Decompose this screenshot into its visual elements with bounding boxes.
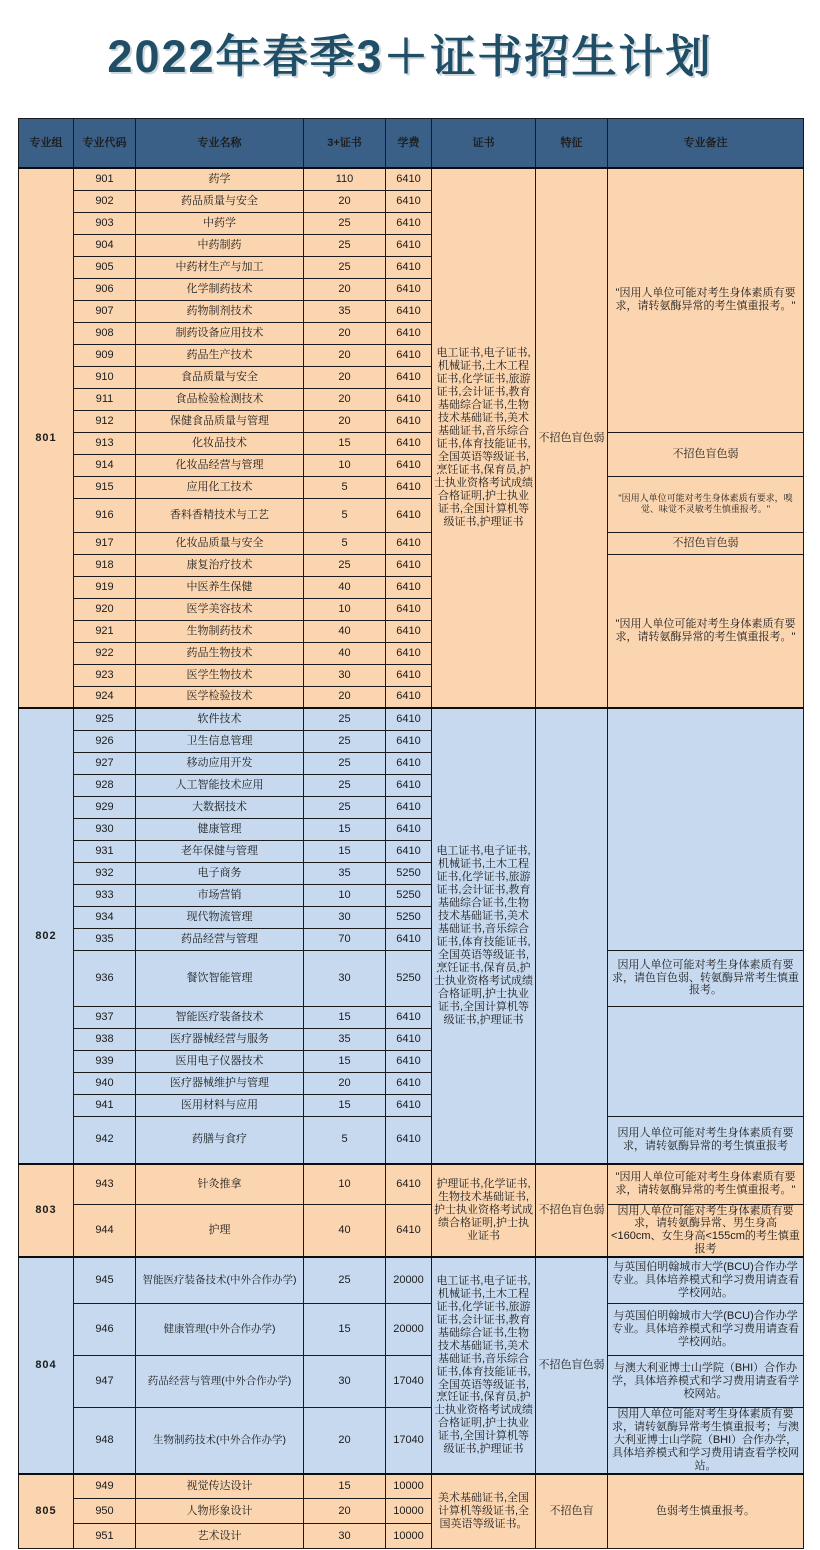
cell-name: 药物制剂技术 xyxy=(136,300,304,322)
cell-name: 智能医疗装备技术(中外合作办学) xyxy=(136,1257,304,1303)
cell-fee: 6410 xyxy=(386,1116,432,1164)
cell-name: 医疗器械经营与服务 xyxy=(136,1028,304,1050)
cell-quota: 30 xyxy=(304,1524,386,1549)
cell-name: 香料香精技术与工艺 xyxy=(136,498,304,532)
cell-code: 933 xyxy=(74,884,136,906)
cell-fee: 5250 xyxy=(386,950,432,1006)
cell-name: 大数据技术 xyxy=(136,796,304,818)
cell-name: 康复治疗技术 xyxy=(136,554,304,576)
cell-quota: 40 xyxy=(304,576,386,598)
cell-name: 食品质量与安全 xyxy=(136,366,304,388)
cell-fee: 20000 xyxy=(386,1257,432,1303)
table-row xyxy=(19,532,804,554)
cell-name: 中药材生产与加工 xyxy=(136,256,304,278)
cell-code: 918 xyxy=(74,554,136,576)
cell-remark: 与澳大利亚博士山学院（BHI）合作办学，具体培养模式和学习费用请查看学校网站。 xyxy=(608,1355,804,1407)
cell-fee: 6410 xyxy=(386,774,432,796)
cell-fee: 6410 xyxy=(386,212,432,234)
cell-fee: 6410 xyxy=(386,410,432,432)
cell-fee: 10000 xyxy=(386,1524,432,1549)
cell-code: 925 xyxy=(74,708,136,730)
cell-quota: 25 xyxy=(304,752,386,774)
cell-feature xyxy=(536,708,608,1164)
table-row xyxy=(19,432,804,454)
cell-name: 化学制药技术 xyxy=(136,278,304,300)
cell-quota: 20 xyxy=(304,190,386,212)
cell-name: 医学检验技术 xyxy=(136,686,304,708)
cell-code: 947 xyxy=(74,1355,136,1407)
cell-quota: 40 xyxy=(304,1204,386,1257)
table-row xyxy=(19,1116,804,1164)
cell-quota: 25 xyxy=(304,774,386,796)
cell-quota: 5 xyxy=(304,532,386,554)
cell-quota: 15 xyxy=(304,840,386,862)
cell-name: 医用材料与应用 xyxy=(136,1094,304,1116)
header-quota: 3+证书 xyxy=(304,119,386,169)
cell-code: 949 xyxy=(74,1474,136,1499)
cell-code: 919 xyxy=(74,576,136,598)
cell-name: 生物制药技术 xyxy=(136,620,304,642)
cell-code: 901 xyxy=(74,168,136,190)
cell-code: 928 xyxy=(74,774,136,796)
cell-name: 健康管理 xyxy=(136,818,304,840)
cell-name: 化妆品技术 xyxy=(136,432,304,454)
cell-name: 应用化工技术 xyxy=(136,476,304,498)
cell-code: 907 xyxy=(74,300,136,322)
cell-fee: 6410 xyxy=(386,840,432,862)
cell-fee: 6410 xyxy=(386,554,432,576)
cell-remark: 不招色盲色弱 xyxy=(608,432,804,476)
cell-fee: 20000 xyxy=(386,1303,432,1355)
cell-name: 生物制药技术(中外合作办学) xyxy=(136,1407,304,1473)
cell-quota: 10 xyxy=(304,884,386,906)
cell-quota: 25 xyxy=(304,708,386,730)
cell-quota: 25 xyxy=(304,554,386,576)
cell-fee: 6410 xyxy=(386,1094,432,1116)
cell-feature: 不招色盲色弱 xyxy=(536,1164,608,1257)
cell-code: 916 xyxy=(74,498,136,532)
table-row xyxy=(19,1204,804,1257)
cell-fee: 6410 xyxy=(386,752,432,774)
cell-code: 932 xyxy=(74,862,136,884)
cell-code: 936 xyxy=(74,950,136,1006)
header-remark: 专业备注 xyxy=(608,119,804,169)
cell-code: 920 xyxy=(74,598,136,620)
cell-code: 937 xyxy=(74,1006,136,1028)
cell-code: 922 xyxy=(74,642,136,664)
table-row xyxy=(19,476,804,498)
cell-fee: 6410 xyxy=(386,1028,432,1050)
cell-remark: "因用人单位可能对考生身体素质有要求，嗅觉、味觉不灵敏考生慎重报考。" xyxy=(608,476,804,532)
cell-fee: 17040 xyxy=(386,1355,432,1407)
cell-feature: 不招色盲 xyxy=(536,1474,608,1549)
cell-remark: 因用人单位可能对考生身体素质有要求，请转氨酶异常考生慎重报考；与澳大利亚博士山学院（BHI）合作办学，具体培养模式和学习费用请查看学校网站。 xyxy=(608,1407,804,1473)
cell-name: 人工智能技术应用 xyxy=(136,774,304,796)
cell-name: 药学 xyxy=(136,168,304,190)
cell-fee: 6410 xyxy=(386,576,432,598)
cell-quota: 25 xyxy=(304,212,386,234)
cell-name: 化妆品质量与安全 xyxy=(136,532,304,554)
cell-code: 931 xyxy=(74,840,136,862)
cell-code: 945 xyxy=(74,1257,136,1303)
cell-fee: 10000 xyxy=(386,1499,432,1524)
cell-name: 老年保健与管理 xyxy=(136,840,304,862)
cell-code: 948 xyxy=(74,1407,136,1473)
cell-quota: 20 xyxy=(304,1072,386,1094)
cell-fee: 6410 xyxy=(386,1204,432,1257)
cell-code: 942 xyxy=(74,1116,136,1164)
cell-quota: 20 xyxy=(304,344,386,366)
cell-name: 医用电子仪器技术 xyxy=(136,1050,304,1072)
cell-quota: 25 xyxy=(304,730,386,752)
cell-quota: 5 xyxy=(304,1116,386,1164)
cell-code: 909 xyxy=(74,344,136,366)
cell-quota: 5 xyxy=(304,476,386,498)
cell-quota: 15 xyxy=(304,1474,386,1499)
cell-name: 中药制药 xyxy=(136,234,304,256)
table-row xyxy=(19,1006,804,1028)
cell-fee: 6410 xyxy=(386,1050,432,1072)
cell-name: 食品检验检测技术 xyxy=(136,388,304,410)
cell-quota: 5 xyxy=(304,498,386,532)
cell-remark: "因用人单位可能对考生身体素质有要求，请转氨酶异常的考生慎重报考。" xyxy=(608,554,804,708)
cell-fee: 6410 xyxy=(386,730,432,752)
table-row xyxy=(19,1355,804,1407)
cell-fee: 6410 xyxy=(386,388,432,410)
cell-name: 视觉传达设计 xyxy=(136,1474,304,1499)
cell-fee: 6410 xyxy=(386,708,432,730)
cell-quota: 10 xyxy=(304,454,386,476)
cell-quota: 20 xyxy=(304,322,386,344)
cell-feature: 不招色盲色弱 xyxy=(536,168,608,708)
table-row xyxy=(19,554,804,576)
cell-code: 941 xyxy=(74,1094,136,1116)
group-cell-803: 803 xyxy=(19,1164,74,1257)
cell-fee: 5250 xyxy=(386,862,432,884)
table-body xyxy=(19,168,804,1549)
cell-remark: "因用人单位可能对考生身体素质有要求，请转氨酶异常的考生慎重报考。" xyxy=(608,168,804,432)
cell-certificates: 电工证书,电子证书,机械证书,土木工程证书,化学证书,旅游证书,会计证书,教育基础综合证书,生物技术基础证书,美术基础证书,音乐综合证书,体育技能证书,全国英语等级证书,烹饪证书,保育员,护士执业资格考试成绩合格证明,护士执业证书,全国计算机等级证书,护理证书 xyxy=(432,1257,536,1473)
cell-fee: 6410 xyxy=(386,686,432,708)
cell-quota: 20 xyxy=(304,1407,386,1473)
cell-quota: 20 xyxy=(304,278,386,300)
cell-quota: 25 xyxy=(304,796,386,818)
group-cell-804: 804 xyxy=(19,1257,74,1473)
cell-code: 905 xyxy=(74,256,136,278)
cell-quota: 110 xyxy=(304,168,386,190)
table-header-row xyxy=(19,119,804,169)
cell-code: 926 xyxy=(74,730,136,752)
cell-fee: 6410 xyxy=(386,796,432,818)
cell-quota: 25 xyxy=(304,1257,386,1303)
cell-fee: 5250 xyxy=(386,884,432,906)
cell-code: 927 xyxy=(74,752,136,774)
table-row xyxy=(19,1303,804,1355)
cell-code: 939 xyxy=(74,1050,136,1072)
cell-code: 906 xyxy=(74,278,136,300)
cell-code: 930 xyxy=(74,818,136,840)
cell-certificates: 电工证书,电子证书,机械证书,土木工程证书,化学证书,旅游证书,会计证书,教育基础综合证书,生物技术基础证书,美术基础证书,音乐综合证书,体育技能证书,全国英语等级证书,烹饪证书,保育员,护士执业资格考试成绩合格证明,护士执业证书,全国计算机等级证书,护理证书 xyxy=(432,708,536,1164)
cell-code: 908 xyxy=(74,322,136,344)
cell-name: 药品生物技术 xyxy=(136,642,304,664)
cell-code: 923 xyxy=(74,664,136,686)
cell-fee: 6410 xyxy=(386,664,432,686)
cell-quota: 15 xyxy=(304,1006,386,1028)
cell-name: 智能医疗装备技术 xyxy=(136,1006,304,1028)
cell-quota: 25 xyxy=(304,256,386,278)
cell-name: 卫生信息管理 xyxy=(136,730,304,752)
cell-quota: 15 xyxy=(304,1303,386,1355)
cell-quota: 30 xyxy=(304,1355,386,1407)
cell-remark: "因用人单位可能对考生身体素质有要求，请转氨酶异常的考生慎重报考。" xyxy=(608,1164,804,1204)
header-cert: 证书 xyxy=(432,119,536,169)
cell-code: 913 xyxy=(74,432,136,454)
cell-fee: 6410 xyxy=(386,642,432,664)
cell-remark xyxy=(608,708,804,950)
cell-name: 药品质量与安全 xyxy=(136,190,304,212)
cell-fee: 6410 xyxy=(386,532,432,554)
cell-quota: 20 xyxy=(304,1499,386,1524)
cell-fee: 6410 xyxy=(386,300,432,322)
cell-fee: 6410 xyxy=(386,1072,432,1094)
cell-name: 药品经营与管理(中外合作办学) xyxy=(136,1355,304,1407)
cell-name: 软件技术 xyxy=(136,708,304,730)
cell-quota: 20 xyxy=(304,686,386,708)
cell-remark: 与英国伯明翰城市大学(BCU)合作办学专业。具体培养模式和学习费用请查看学校网站。 xyxy=(608,1257,804,1303)
cell-quota: 35 xyxy=(304,862,386,884)
cell-fee: 6410 xyxy=(386,620,432,642)
cell-quota: 15 xyxy=(304,1094,386,1116)
cell-quota: 30 xyxy=(304,950,386,1006)
cell-code: 904 xyxy=(74,234,136,256)
cell-certificates: 电工证书,电子证书,机械证书,土木工程证书,化学证书,旅游证书,会计证书,教育基础综合证书,生物技术基础证书,美术基础证书,音乐综合证书,体育技能证书,全国英语等级证书,烹饪证书,保育员,护士执业资格考试成绩合格证明,护士执业证书,全国计算机等级证书,护理证书 xyxy=(432,168,536,708)
cell-name: 市场营销 xyxy=(136,884,304,906)
cell-fee: 6410 xyxy=(386,322,432,344)
cell-fee: 6410 xyxy=(386,344,432,366)
cell-code: 915 xyxy=(74,476,136,498)
cell-fee: 6410 xyxy=(386,366,432,388)
cell-remark: 与英国伯明翰城市大学(BCU)合作办学专业。具体培养模式和学习费用请查看学校网站。 xyxy=(608,1303,804,1355)
cell-fee: 6410 xyxy=(386,476,432,498)
group-cell-805: 805 xyxy=(19,1474,74,1549)
cell-fee: 6410 xyxy=(386,234,432,256)
cell-fee: 6410 xyxy=(386,256,432,278)
cell-code: 911 xyxy=(74,388,136,410)
cell-name: 制药设备应用技术 xyxy=(136,322,304,344)
cell-code: 940 xyxy=(74,1072,136,1094)
table-row xyxy=(19,1164,804,1204)
cell-name: 医学生物技术 xyxy=(136,664,304,686)
cell-code: 929 xyxy=(74,796,136,818)
table-row xyxy=(19,708,804,730)
cell-name: 护理 xyxy=(136,1204,304,1257)
cell-quota: 15 xyxy=(304,1050,386,1072)
cell-fee: 6410 xyxy=(386,454,432,476)
cell-name: 医学美容技术 xyxy=(136,598,304,620)
cell-code: 914 xyxy=(74,454,136,476)
table-row xyxy=(19,1257,804,1303)
cell-fee: 6410 xyxy=(386,168,432,190)
cell-name: 电子商务 xyxy=(136,862,304,884)
cell-quota: 25 xyxy=(304,234,386,256)
cell-fee: 6410 xyxy=(386,818,432,840)
header-fee: 学费 xyxy=(386,119,432,169)
group-cell-801: 801 xyxy=(19,168,74,708)
cell-remark: 色弱考生慎重报考。 xyxy=(608,1474,804,1549)
cell-fee: 5250 xyxy=(386,906,432,928)
cell-fee: 6410 xyxy=(386,278,432,300)
cell-fee: 6410 xyxy=(386,598,432,620)
page-title: 2022年春季3＋证书招生计划 xyxy=(107,31,713,82)
cell-name: 医疗器械维护与管理 xyxy=(136,1072,304,1094)
cell-quota: 15 xyxy=(304,432,386,454)
cell-remark xyxy=(608,1006,804,1116)
cell-name: 保健食品质量与管理 xyxy=(136,410,304,432)
cell-quota: 35 xyxy=(304,300,386,322)
cell-quota: 20 xyxy=(304,366,386,388)
cell-code: 902 xyxy=(74,190,136,212)
cell-remark: 不招色盲色弱 xyxy=(608,532,804,554)
cell-name: 药膳与食疗 xyxy=(136,1116,304,1164)
cell-name: 化妆品经营与管理 xyxy=(136,454,304,476)
cell-name: 药品生产技术 xyxy=(136,344,304,366)
cell-fee: 17040 xyxy=(386,1407,432,1473)
cell-name: 餐饮智能管理 xyxy=(136,950,304,1006)
cell-fee: 6410 xyxy=(386,1164,432,1204)
cell-code: 944 xyxy=(74,1204,136,1257)
cell-code: 903 xyxy=(74,212,136,234)
cell-code: 951 xyxy=(74,1524,136,1549)
cell-remark: 因用人单位可能对考生身体素质有要求，请色盲色弱、转氨酶异常考生慎重报考。 xyxy=(608,950,804,1006)
cell-quota: 35 xyxy=(304,1028,386,1050)
header-group: 专业组 xyxy=(19,119,74,169)
cell-name: 人物形象设计 xyxy=(136,1499,304,1524)
cell-code: 946 xyxy=(74,1303,136,1355)
cell-quota: 70 xyxy=(304,928,386,950)
cell-quota: 15 xyxy=(304,818,386,840)
cell-quota: 40 xyxy=(304,642,386,664)
cell-name: 移动应用开发 xyxy=(136,752,304,774)
cell-fee: 6410 xyxy=(386,190,432,212)
cell-quota: 10 xyxy=(304,1164,386,1204)
header-code: 专业代码 xyxy=(74,119,136,169)
cell-quota: 30 xyxy=(304,906,386,928)
cell-name: 中药学 xyxy=(136,212,304,234)
cell-fee: 6410 xyxy=(386,928,432,950)
cell-code: 935 xyxy=(74,928,136,950)
cell-certificates: 美术基础证书,全国计算机等级证书,全国英语等级证书。 xyxy=(432,1474,536,1549)
cell-remark: 因用人单位可能对考生身体素质有要求，请转氨酶异常的考生慎重报考 xyxy=(608,1116,804,1164)
cell-name: 针灸推拿 xyxy=(136,1164,304,1204)
cell-remark: 因用人单位可能对考生身体素质有要求，请转氨酶异常、男生身高<160cm、女生身高<155cm的考生慎重报考 xyxy=(608,1204,804,1257)
cell-code: 950 xyxy=(74,1499,136,1524)
cell-name: 中医养生保健 xyxy=(136,576,304,598)
cell-code: 912 xyxy=(74,410,136,432)
table-row xyxy=(19,168,804,190)
cell-name: 现代物流管理 xyxy=(136,906,304,928)
cell-fee: 6410 xyxy=(386,1006,432,1028)
cell-code: 921 xyxy=(74,620,136,642)
cell-certificates: 护理证书,化学证书,生物技术基础证书,护士执业资格考试成绩合格证明,护士执业证书 xyxy=(432,1164,536,1257)
cell-quota: 30 xyxy=(304,664,386,686)
cell-code: 910 xyxy=(74,366,136,388)
group-cell-802: 802 xyxy=(19,708,74,1164)
admissions-plan-table xyxy=(18,118,804,1549)
cell-quota: 40 xyxy=(304,620,386,642)
cell-name: 药品经营与管理 xyxy=(136,928,304,950)
table-row xyxy=(19,1474,804,1499)
cell-code: 938 xyxy=(74,1028,136,1050)
cell-quota: 10 xyxy=(304,598,386,620)
cell-code: 943 xyxy=(74,1164,136,1204)
cell-fee: 10000 xyxy=(386,1474,432,1499)
header-feature: 特征 xyxy=(536,119,608,169)
admissions-plan-table-wrap xyxy=(18,118,803,1549)
table-row xyxy=(19,950,804,1006)
table-row xyxy=(19,1407,804,1473)
cell-code: 917 xyxy=(74,532,136,554)
header-name: 专业名称 xyxy=(136,119,304,169)
cell-name: 艺术设计 xyxy=(136,1524,304,1549)
cell-code: 924 xyxy=(74,686,136,708)
cell-name: 健康管理(中外合作办学) xyxy=(136,1303,304,1355)
cell-quota: 20 xyxy=(304,388,386,410)
cell-quota: 20 xyxy=(304,410,386,432)
cell-fee: 6410 xyxy=(386,432,432,454)
cell-code: 934 xyxy=(74,906,136,928)
cell-fee: 6410 xyxy=(386,498,432,532)
cell-feature: 不招色盲色弱 xyxy=(536,1257,608,1473)
